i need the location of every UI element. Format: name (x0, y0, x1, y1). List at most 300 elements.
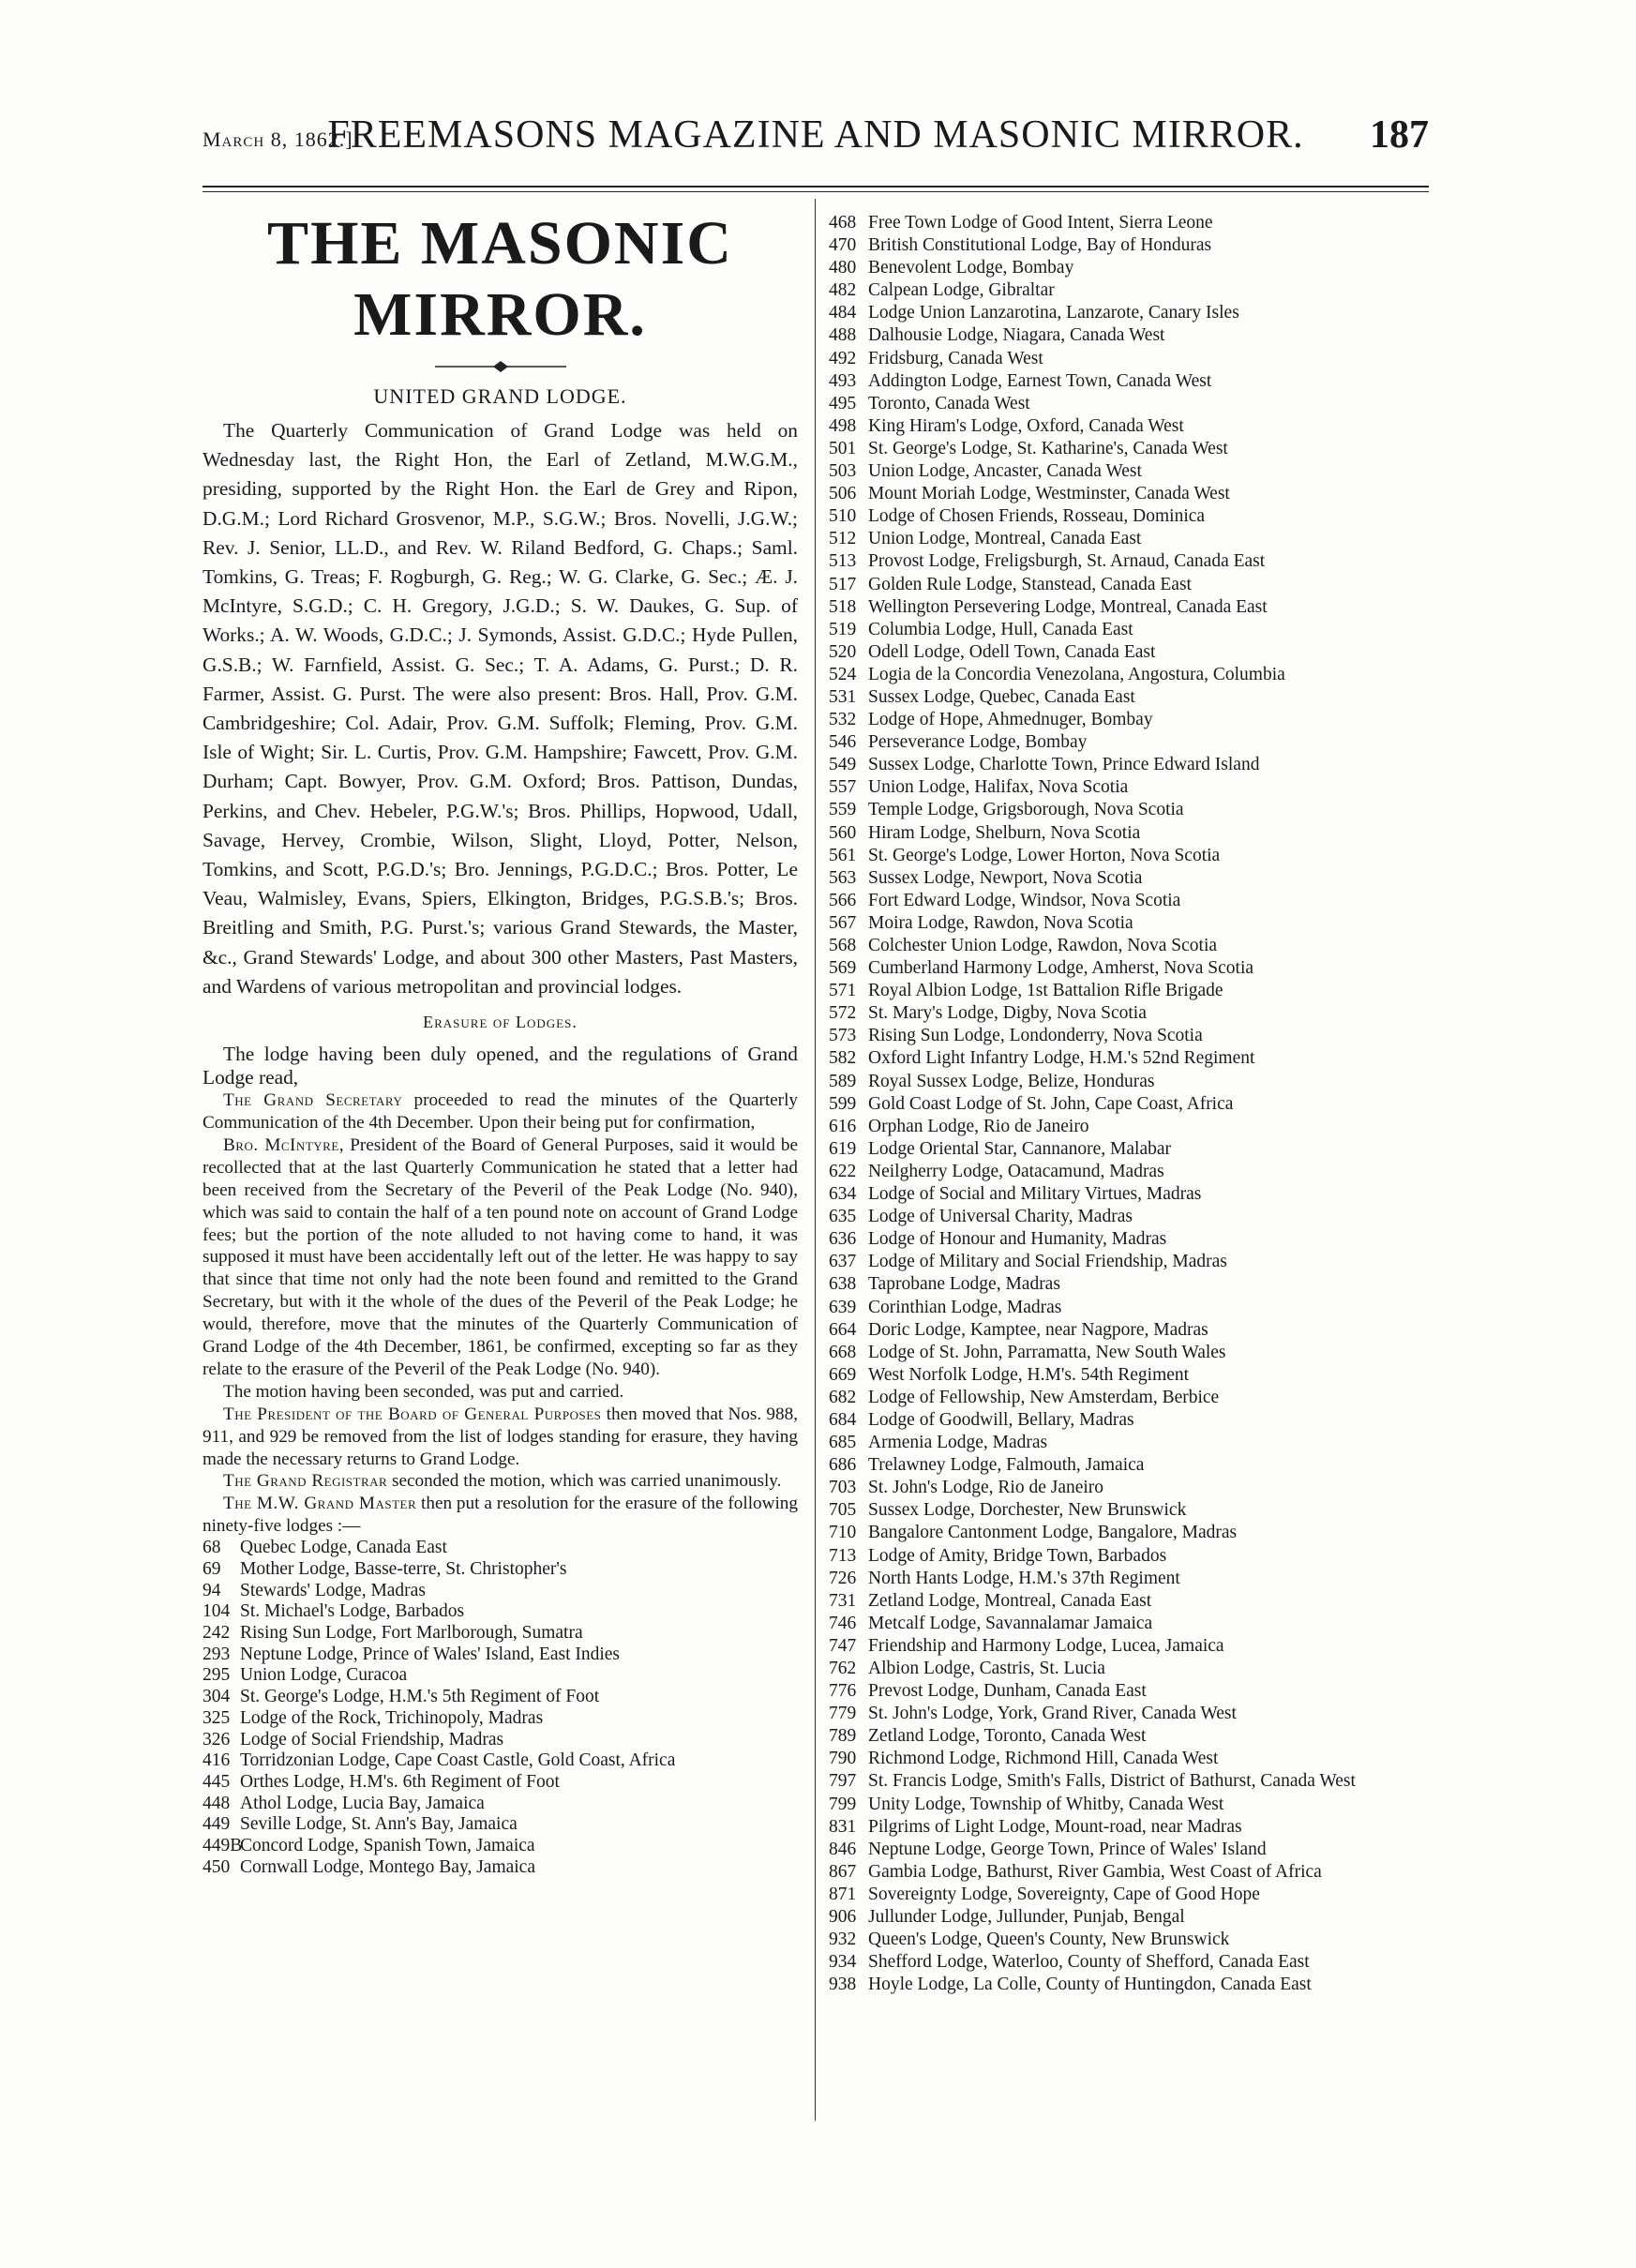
lodge-number: 518 (829, 596, 857, 617)
lodge-entry (829, 1725, 1429, 1748)
lodge-entry (829, 641, 1429, 664)
lodge-entry (829, 731, 1429, 754)
lodge-entry (829, 528, 1429, 550)
lodge-entry (829, 1432, 1429, 1454)
lodge-entry (829, 1951, 1429, 1974)
lodge-number: 450 (203, 1856, 231, 1877)
lodge-name: Logia de la Concordia Venezolana, Angostura, Columbia (868, 664, 1285, 684)
lodge-name: Pilgrims of Light Lodge, Mount-road, near Madras (868, 1816, 1242, 1837)
lodge-entry (829, 980, 1429, 1002)
lodge-name: Rising Sun Lodge, Londonderry, Nova Scotia (868, 1026, 1203, 1046)
lodge-number: 242 (203, 1623, 231, 1643)
lodge-number: 685 (829, 1433, 857, 1453)
lodge-number: 582 (829, 1048, 857, 1069)
lodge-entry (203, 1559, 798, 1581)
lodge-name: Lodge of St. John, Parramatta, New South Wales (868, 1342, 1226, 1362)
lodge-entry (829, 754, 1429, 776)
lodge-name: Taprobane Lodge, Madras (868, 1274, 1060, 1295)
lodge-name: King Hiram's Lodge, Oxford, Canada West (868, 415, 1184, 436)
paragraph-seconded: The motion having been seconded, was put and carried. (223, 1381, 624, 1402)
paragraph-secretary: The Grand Secretary proceeded to read the minutes of the Quarterly Communication of the 4th December. Upon their being put for confirmation, (203, 1090, 798, 1133)
lodge-number: 831 (829, 1816, 857, 1837)
lodge-number: 573 (829, 1026, 857, 1046)
lodge-number: 568 (829, 936, 857, 955)
lodge-name: West Norfolk Lodge, H.M's. 54th Regiment (868, 1364, 1190, 1385)
page-number: 187 (1370, 113, 1429, 157)
lodge-name: Lodge of Honour and Humanity, Madras (868, 1229, 1167, 1250)
lodge-name: Provost Lodge, Freligsburgh, St. Arnaud, Canada East (868, 551, 1266, 572)
lodge-entry (829, 438, 1429, 460)
lodge-name: Bangalore Cantonment Lodge, Bangalore, Madras (868, 1523, 1238, 1543)
lodge-number: 636 (829, 1229, 857, 1250)
lodge-name: Gold Coast Lodge of St. John, Cape Coast, Africa (868, 1093, 1234, 1114)
lodge-entry (829, 1839, 1429, 1861)
lodge-entry (829, 1183, 1429, 1206)
lodge-name: Orphan Lodge, Rio de Janeiro (868, 1116, 1089, 1136)
lodge-name: Golden Rule Lodge, Stanstead, Canada East (868, 574, 1192, 594)
speaker-name: The Grand Secretary (223, 1090, 403, 1111)
lodge-name: British Constitutional Lodge, Bay of Honduras (868, 235, 1212, 256)
lodge-entry (829, 1477, 1429, 1499)
lodge-number: 571 (829, 981, 857, 1001)
lodge-number: 517 (829, 574, 857, 594)
lodge-name: Richmond Lodge, Richmond Hill, Canada West (868, 1749, 1219, 1769)
lodge-entry (829, 234, 1429, 257)
lodge-name: Zetland Lodge, Toronto, Canada West (868, 1726, 1147, 1747)
lodge-name: St. Francis Lodge, Smith's Falls, District of Bathurst, Canada West (868, 1771, 1356, 1792)
lodge-name: St. George's Lodge, Lower Horton, Nova Scotia (868, 845, 1221, 865)
lodge-name: Unity Lodge, Township of Whitby, Canada West (868, 1794, 1224, 1814)
lodge-name: North Hants Lodge, H.M.'s 37th Regiment (868, 1568, 1180, 1588)
lodge-entry (829, 483, 1429, 505)
lodge-entry (829, 1635, 1429, 1658)
lodge-entry (829, 574, 1429, 596)
right-column (829, 212, 1429, 1996)
masthead: THE MASONIC MIRROR. (267, 209, 733, 349)
lodge-number: 867 (829, 1861, 857, 1882)
lodge-name: Sussex Lodge, Newport, Nova Scotia (868, 867, 1143, 888)
lodge-name: Lodge of the Rock, Trichinopoly, Madras (240, 1707, 544, 1728)
lodge-number: 932 (829, 1930, 857, 1950)
lodge-name: Union Lodge, Curacoa (240, 1665, 408, 1686)
lodge-number: 293 (203, 1644, 231, 1664)
speaker-name: The Grand Registrar (223, 1471, 388, 1492)
speaker-name: Bro. McIntyre, (223, 1134, 345, 1155)
lodge-entry (829, 1251, 1429, 1273)
lodge-name: Jullunder Lodge, Jullunder, Punjab, Bengal (868, 1907, 1185, 1928)
lodge-number: 635 (829, 1207, 857, 1227)
lodge-name: Neilgherry Lodge, Oatacamund, Madras (868, 1161, 1164, 1181)
lodge-name: Gambia Lodge, Bathurst, River Gambia, West Coast of Africa (868, 1861, 1322, 1882)
lodge-number: 512 (829, 529, 857, 549)
lodge-entry (203, 1623, 798, 1645)
lodge-list-left (203, 1538, 798, 1878)
lodge-name: Colchester Union Lodge, Rawdon, Nova Scotia (868, 936, 1218, 955)
lodge-entry (203, 1836, 798, 1857)
lodge-entry (829, 1522, 1429, 1544)
lodge-entry (203, 1581, 798, 1602)
column-divider (815, 199, 816, 2121)
lodge-number: 94 (203, 1580, 221, 1600)
lodge-number: 567 (829, 912, 857, 933)
lodge-entry (829, 393, 1429, 415)
running-header (203, 111, 1429, 176)
magazine-title: FREEMASONS MAGAZINE AND MASONIC MIRROR. (327, 113, 1304, 157)
lodge-entry (829, 212, 1429, 234)
lodge-number: 589 (829, 1071, 857, 1091)
lodge-name: Mother Lodge, Basse-terre, St. Christopher's (240, 1558, 567, 1579)
paragraph-mcintyre: Bro. McIntyre, President of the Board of General Purposes, said it would be recollected that at the last Quarterly Communication he stated that a letter had been received from the Secretary of the Peveril of the Peak Lodge (No. 940), which was said to contain the half of a ten pound note on account of Grand Lodge fees; but the portion of the note alluded to not having come to hand, it was supposed it must have been accidentally left out of the letter. He was happy to say that since that time not only had the note been found and remitted to the Grand Secretary, but with it the whole of the dues of the Peveril of the Peak Lodge; he would, therefore, move that the minutes of the Quarterly Communication of Grand Lodge of the 4th December, 1861, be confirmed, excepting so far as they relate to the erasure of the Peveril of the Peak Lodge (No. 940). (203, 1134, 799, 1379)
lodge-number: 703 (829, 1478, 857, 1498)
lodge-number: 561 (829, 845, 857, 865)
lodge-name: Hiram Lodge, Shelburn, Nova Scotia (868, 822, 1141, 843)
lodge-number: 510 (829, 506, 857, 527)
lodge-name: Union Lodge, Montreal, Canada East (868, 529, 1142, 549)
lodge-name: Neptune Lodge, Prince of Wales' Island, East Indies (240, 1644, 621, 1664)
lodge-name: Perseverance Lodge, Bombay (868, 732, 1088, 753)
lodge-name: St. George's Lodge, St. Katharine's, Canada West (868, 438, 1228, 458)
lodge-number: 572 (829, 1003, 857, 1024)
lodge-entry (829, 1206, 1429, 1228)
lodge-number: 934 (829, 1952, 857, 1973)
lodge-name: Royal Albion Lodge, 1st Battalion Rifle Brigade (868, 981, 1223, 1001)
lodge-number: 684 (829, 1409, 857, 1430)
paragraph-registrar: The Grand Registrar seconded the motion, which was carried unanimously. (223, 1471, 782, 1492)
lodge-entry (829, 686, 1429, 709)
lodge-number: 846 (829, 1839, 857, 1859)
lodge-name: Fort Edward Lodge, Windsor, Nova Scotia (868, 890, 1181, 910)
lodge-entry (829, 1658, 1429, 1680)
lodge-entry (829, 664, 1429, 686)
lodge-name: St. George's Lodge, H.M.'s 5th Regiment of Foot (240, 1687, 600, 1707)
lodge-number: 295 (203, 1665, 231, 1686)
lodge-name: St. Mary's Lodge, Digby, Nova Scotia (868, 1003, 1147, 1024)
lodge-number: 634 (829, 1184, 857, 1205)
lodge-entry (829, 822, 1429, 845)
speaker-name: The M.W. Grand Master (223, 1494, 417, 1514)
lodge-number: 637 (829, 1252, 857, 1272)
lodge-number: 762 (829, 1659, 857, 1678)
lodge-entry (829, 1071, 1429, 1093)
lodge-name: St. John's Lodge, York, Grand River, Canada West (868, 1704, 1237, 1724)
lodge-entry (829, 1590, 1429, 1613)
lodge-entry (829, 1387, 1429, 1409)
lodge-name: Free Town Lodge of Good Intent, Sierra Leone (868, 213, 1213, 233)
lodge-number: 445 (203, 1771, 231, 1792)
lodge-entry (203, 1857, 798, 1879)
lodge-entry (829, 845, 1429, 867)
lodge-name: Sussex Lodge, Charlotte Town, Prince Edward Island (868, 755, 1260, 775)
lodge-number: 705 (829, 1500, 857, 1521)
lodge-number: 449 (203, 1814, 231, 1835)
lodge-number: 498 (829, 415, 857, 436)
lodge-number: 495 (829, 393, 857, 413)
lodge-entry (829, 1770, 1429, 1793)
lodge-entry (829, 1929, 1429, 1951)
lodge-number: 531 (829, 686, 857, 707)
lodge-entry (829, 709, 1429, 731)
lodge-number: 799 (829, 1794, 857, 1814)
lodge-entry (829, 1342, 1429, 1364)
lodge-entry (829, 1025, 1429, 1047)
lodge-number: 790 (829, 1749, 857, 1769)
intro-paragraph: The Quarterly Communication of Grand Lodge was held on Wednesday last, the Right Hon, the Earl of Zetland, M.W.G.M., presiding, supported by the Right Hon. the Earl de Grey and Ripon, D.G.M.; Lord Richard Grosvenor, M.P., S.G.W.; Bros. Novelli, J.G.W.; Rev. J. Senior, LL.D., and Rev. W. Riland Bedford, G. Chaps.; Saml. Tomkins, G. Treas; F. Rogburgh, G. Reg.; W. G. Clarke, G. Sec.; Æ. J. McIntyre, S.G.D.; C. H. Gregory, J.G.D.; S. W. Daukes, G. Sup. of Works.; A. W. Woods, G.D.C.; J. Symonds, Assist. G.D.C.; Hyde Pullen, G.S.B.; W. Farnfield, Assist. G. Sec.; T. A. Adams, G. Purst.; D. R. Farmer, Assist. G. Purst. The were also present: Bros. Hall, Prov. G.M. Cambridgeshire; Col. Adair, Prov. G.M. Suffolk; Fleming, Prov. G.M. Isle of Wight; Sir. L. Curtis, Prov. G.M. Hampshire; Fawcett, Prov. G.M. Durham; Capt. Bowyer, Prov. G.M. Oxford; Bros. Pattison, Dundas, Perkins, and Chev. Hebeler, P.G.W.'s; Bros. Phillips, Hopwood, Udall, Savage, Hervey, Crombie, Wilson, Slight, Lloyd, Potter, Nelson, Tomkins, and Scott, P.G.D.'s; Bro. Jennings, P.G.D.C.; Bros. Potter, Le Veau, Walmisley, Evans, Spiers, Elkington, Bridges, P.G.S.B.'s; Bros. Breitling and Smith, P.G. Purst.'s; various Grand Stewards, the Master, &c., Grand Stewards' Lodge, and about 300 other Masters, Past Masters, and Wardens of various metropolitan and provincial lodges. (203, 419, 798, 998)
lodge-name: Prevost Lodge, Dunham, Canada East (868, 1681, 1147, 1702)
lodge-entry (203, 1794, 798, 1815)
lodge-entry (829, 619, 1429, 641)
lodge-name: Shefford Lodge, Waterloo, County of Shefford, Canada East (868, 1952, 1310, 1973)
lodge-entry (829, 1138, 1429, 1161)
lodge-entry (829, 1906, 1429, 1929)
lodge-name: Zetland Lodge, Montreal, Canada East (868, 1590, 1152, 1611)
lodge-entry (829, 890, 1429, 912)
lodge-number: 622 (829, 1161, 857, 1181)
lodge-entry (829, 370, 1429, 393)
lodge-name: Armenia Lodge, Madras (868, 1433, 1048, 1453)
lodge-number: 448 (203, 1793, 231, 1813)
lodge-entry (829, 799, 1429, 821)
lodge-number: 519 (829, 619, 857, 639)
lodge-number: 484 (829, 303, 857, 323)
lodge-entry (829, 1974, 1429, 1996)
lodge-number: 468 (829, 213, 857, 233)
lodge-name: Hoyle Lodge, La Colle, County of Huntingdon, Canada East (868, 1975, 1312, 1995)
lodge-number: 619 (829, 1138, 857, 1159)
paragraph-master: The M.W. Grand Master then put a resolution for the erasure of the following ninety-five lodges :— (203, 1494, 798, 1537)
lodge-entry (829, 302, 1429, 324)
lodge-entry (203, 1772, 798, 1794)
lodge-list-right (829, 212, 1429, 1996)
lodge-number: 906 (829, 1907, 857, 1928)
lodge-number: 746 (829, 1613, 857, 1633)
lodge-entry (829, 596, 1429, 619)
lodge-number: 871 (829, 1884, 857, 1904)
lodge-name: Doric Lodge, Kamptee, near Nagpore, Madras (868, 1319, 1208, 1340)
lodge-name: Neptune Lodge, George Town, Prince of Wales' Island (868, 1839, 1267, 1859)
lodge-entry (829, 1297, 1429, 1319)
header-rule-thin (203, 191, 1429, 192)
lodge-name: Lodge of Fellowship, New Amsterdam, Berbice (868, 1387, 1220, 1407)
lodge-number: 524 (829, 664, 857, 684)
lodge-entry (829, 1748, 1429, 1770)
lodge-entry (829, 550, 1429, 573)
section-title: UNITED GRAND LODGE. (373, 384, 627, 408)
lodge-entry (829, 776, 1429, 799)
lodge-entry (829, 1545, 1429, 1568)
lodge-name: Cumberland Harmony Lodge, Amherst, Nova Scotia (868, 958, 1254, 979)
lodge-name: Albion Lodge, Castris, St. Lucia (868, 1659, 1105, 1678)
lodge-number: 493 (829, 370, 857, 391)
lodge-entry (829, 257, 1429, 279)
lodge-name: St. John's Lodge, Rio de Janeiro (868, 1478, 1104, 1498)
lodge-number: 559 (829, 800, 857, 820)
paragraph-president: The President of the Board of General Purposes then moved that Nos. 988, 911, and 929 be removed from the list of lodges standing for erasure, they having made the necessary returns to Grand Lodge. (203, 1404, 798, 1469)
lodge-name: Orthes Lodge, H.M's. 6th Regiment of Foot (240, 1771, 560, 1792)
lodge-name: Lodge of Amity, Bridge Town, Barbados (868, 1545, 1167, 1566)
lodge-name: Cornwall Lodge, Montego Bay, Jamaica (240, 1856, 535, 1877)
lodge-name: Royal Sussex Lodge, Belize, Honduras (868, 1071, 1155, 1091)
lodge-name: Lodge Union Lanzarotina, Lanzarote, Canary Isles (868, 303, 1239, 323)
lodge-entry (829, 1047, 1429, 1070)
lodge-name: Stewards' Lodge, Madras (240, 1580, 426, 1600)
lodge-entry (829, 957, 1429, 980)
lodge-entry (203, 1687, 798, 1708)
lodge-entry (829, 1861, 1429, 1884)
lodge-name: Calpean Lodge, Gibraltar (868, 280, 1055, 301)
lodge-number: 710 (829, 1523, 857, 1543)
header-rule (203, 186, 1429, 188)
lodge-entry (829, 912, 1429, 935)
lodge-name: Columbia Lodge, Hull, Canada East (868, 619, 1133, 639)
lodge-number: 747 (829, 1635, 857, 1656)
lodge-entry (829, 1499, 1429, 1522)
lodge-entry (829, 1161, 1429, 1183)
lodge-name: Odell Lodge, Odell Town, Canada East (868, 641, 1156, 662)
lodge-number: 686 (829, 1455, 857, 1476)
lodge-name: Rising Sun Lodge, Fort Marlborough, Sumatra (240, 1623, 583, 1643)
lodge-number: 532 (829, 710, 857, 730)
lodge-entry (829, 1703, 1429, 1725)
lodge-name: Sussex Lodge, Quebec, Canada East (868, 686, 1135, 707)
lodge-number: 682 (829, 1387, 857, 1407)
lodge-name: Torridzonian Lodge, Cape Coast Castle, Gold Coast, Africa (240, 1750, 676, 1771)
lodge-name: Temple Lodge, Grigsborough, Nova Scotia (868, 800, 1184, 820)
lodge-name: Corinthian Lodge, Madras (868, 1297, 1062, 1317)
lodge-number: 69 (203, 1558, 221, 1579)
lodge-name: Benevolent Lodge, Bombay (868, 258, 1074, 278)
lodge-number: 713 (829, 1545, 857, 1566)
lodge-entry (829, 324, 1429, 347)
ornament-divider (435, 360, 566, 373)
lodge-entry (829, 1613, 1429, 1635)
lodge-name: Quebec Lodge, Canada East (240, 1538, 447, 1558)
lodge-entry (203, 1708, 798, 1730)
lodge-number: 488 (829, 325, 857, 346)
lodge-entry (829, 1228, 1429, 1251)
lodge-number: 938 (829, 1975, 857, 1995)
lodge-entry (203, 1750, 798, 1772)
lodge-name: Lodge Oriental Star, Cannanore, Malabar (868, 1138, 1172, 1159)
lodge-name: Sussex Lodge, Dorchester, New Brunswick (868, 1500, 1187, 1521)
lodge-entry (829, 867, 1429, 890)
lodge-entry (829, 505, 1429, 528)
lodge-entry (203, 1730, 798, 1751)
lodge-entry (829, 1680, 1429, 1703)
lodge-name: Queen's Lodge, Queen's County, New Brunswick (868, 1930, 1230, 1950)
lodge-entry (203, 1601, 798, 1623)
lodge-entry (829, 1816, 1429, 1839)
lodge-name: Fridsburg, Canada West (868, 348, 1043, 368)
lodge-name: Toronto, Canada West (868, 393, 1030, 413)
lodge-entry (829, 1409, 1429, 1432)
lodge-entry (829, 1884, 1429, 1906)
lodge-number: 416 (203, 1750, 231, 1771)
lodge-entry (829, 279, 1429, 302)
lodge-number: 513 (829, 551, 857, 572)
lodge-number: 470 (829, 235, 857, 256)
lodge-number: 326 (203, 1729, 231, 1750)
lodge-entry (203, 1645, 798, 1666)
lodge-number: 616 (829, 1116, 857, 1136)
lodge-name: St. Michael's Lodge, Barbados (240, 1601, 465, 1622)
lodge-name: Wellington Persevering Lodge, Montreal, Canada East (868, 596, 1268, 617)
lodge-number: 776 (829, 1681, 857, 1702)
lodge-name: Union Lodge, Halifax, Nova Scotia (868, 777, 1129, 798)
lodge-number: 480 (829, 258, 857, 278)
lodge-number: 566 (829, 890, 857, 910)
lodge-number: 639 (829, 1297, 857, 1317)
speaker-name: The President of the Board of General Purposes (223, 1404, 602, 1424)
lodge-entry (829, 1454, 1429, 1477)
lodge-name: Lodge of Chosen Friends, Rosseau, Dominica (868, 506, 1206, 527)
lodge-name: Lodge of Goodwill, Bellary, Madras (868, 1409, 1134, 1430)
lodge-name: Addington Lodge, Earnest Town, Canada West (868, 370, 1212, 391)
lodge-number: 482 (829, 280, 857, 301)
lodge-number: 797 (829, 1771, 857, 1792)
lodge-entry (203, 1665, 798, 1687)
lodge-entry (829, 415, 1429, 438)
lodge-number: 449B (203, 1836, 243, 1856)
lodge-number: 638 (829, 1274, 857, 1295)
lodge-entry (829, 1568, 1429, 1590)
lodge-entry (829, 460, 1429, 483)
subheading: Erasure of Lodges. (423, 1013, 578, 1032)
lodge-entry (829, 1794, 1429, 1816)
lodge-number: 669 (829, 1364, 857, 1385)
lodge-name: Athol Lodge, Lucia Bay, Jamaica (240, 1793, 485, 1813)
lodge-number: 68 (203, 1538, 221, 1558)
lodge-number: 501 (829, 438, 857, 458)
lodge-entry (829, 935, 1429, 957)
lodge-number: 325 (203, 1707, 231, 1728)
issue-date: March 8, 1862.] (203, 128, 353, 151)
lodge-entry (829, 1093, 1429, 1116)
lodge-name: Metcalf Lodge, Savannalamar Jamaica (868, 1613, 1153, 1633)
lodge-number: 304 (203, 1687, 231, 1707)
lodge-number: 549 (829, 755, 857, 775)
lodge-entry (829, 1319, 1429, 1342)
lodge-number: 563 (829, 867, 857, 888)
lodge-name: Trelawney Lodge, Falmouth, Jamaica (868, 1455, 1145, 1476)
lodge-name: Moira Lodge, Rawdon, Nova Scotia (868, 912, 1133, 933)
lodge-number: 599 (829, 1093, 857, 1114)
lodge-number: 668 (829, 1342, 857, 1362)
lodge-name: Dalhousie Lodge, Niagara, Canada West (868, 325, 1165, 346)
left-column (203, 208, 798, 1878)
lodge-number: 503 (829, 461, 857, 482)
lodge-number: 104 (203, 1601, 231, 1622)
lodge-name: Lodge of Social Friendship, Madras (240, 1729, 504, 1750)
lodge-entry (829, 1116, 1429, 1138)
lodge-number: 492 (829, 348, 857, 368)
lodge-entry (829, 1364, 1429, 1387)
lodge-name: Friendship and Harmony Lodge, Lucea, Jamaica (868, 1635, 1224, 1656)
lodge-name: Lodge of Military and Social Friendship, Madras (868, 1252, 1227, 1272)
lodge-entry (829, 1273, 1429, 1296)
lodge-entry (203, 1538, 798, 1559)
lodge-number: 546 (829, 732, 857, 753)
lodge-name: Union Lodge, Ancaster, Canada West (868, 461, 1142, 482)
lodge-entry (829, 348, 1429, 370)
lodge-entry (829, 1002, 1429, 1025)
lodge-name: Lodge of Social and Military Virtues, Madras (868, 1184, 1202, 1205)
lodge-number: 506 (829, 484, 857, 504)
lodge-number: 789 (829, 1726, 857, 1747)
lodge-number: 731 (829, 1590, 857, 1611)
lodge-name: Mount Moriah Lodge, Westminster, Canada West (868, 484, 1230, 504)
lodge-name: Concord Lodge, Spanish Town, Jamaica (240, 1836, 535, 1856)
lodge-number: 557 (829, 777, 857, 798)
